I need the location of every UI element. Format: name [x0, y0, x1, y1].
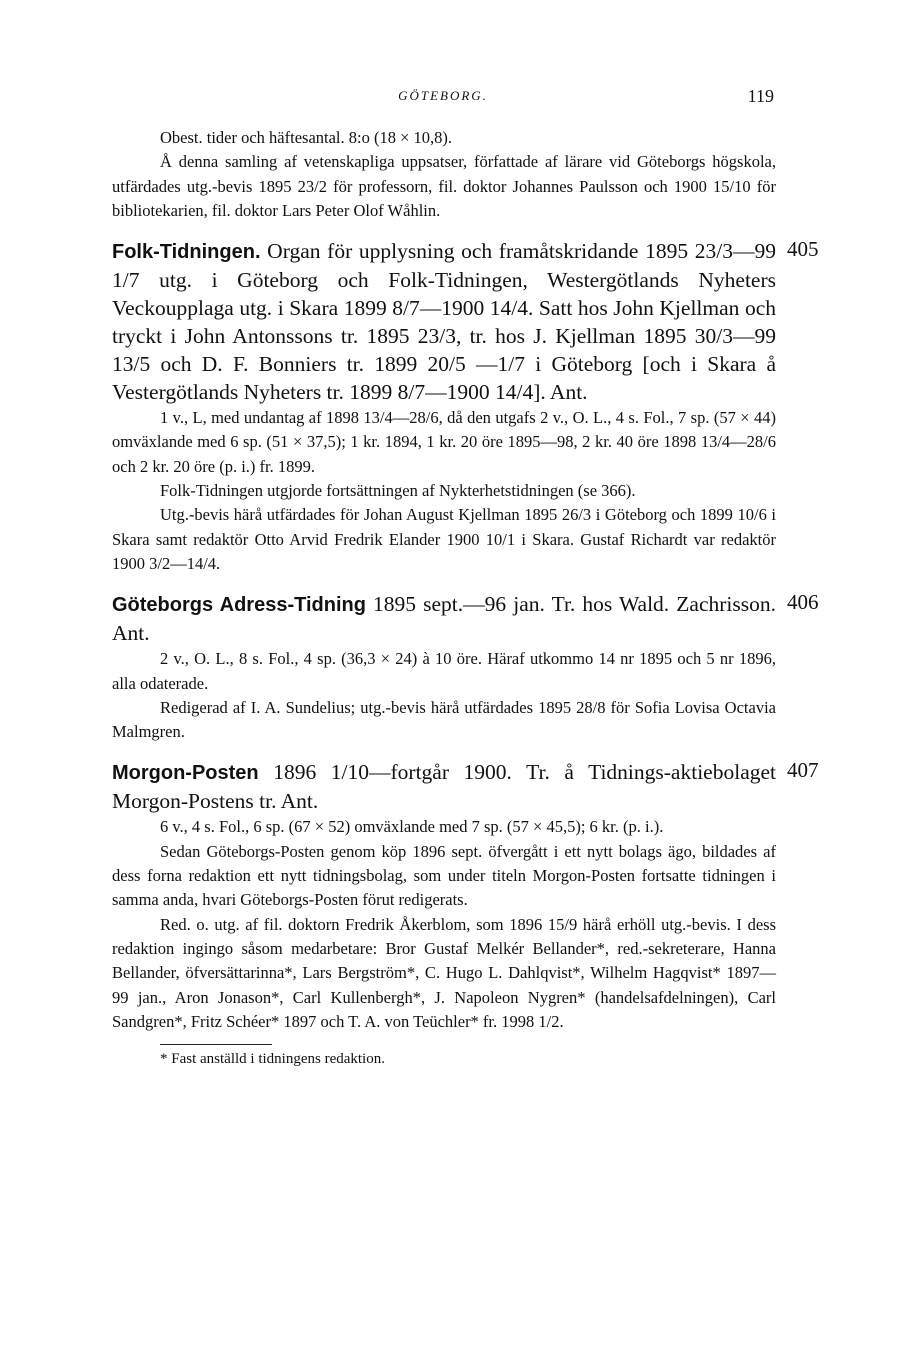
entry-lead: 1895 sept.—96 jan. Tr. hos Wald. Zachrisson. Ant. [112, 592, 776, 646]
newspaper-name: Morgon-Posten [112, 762, 259, 785]
entry-paragraph: Utg.-bevis härå utfärdades för Johan August Kjellman 1895 26/3 i Göteborg och 1899 10/6 i Skara samt redaktör Otto Arvid Fredrik Elander 1900 10/1 i Skara. Gustaf Richardt var redaktör 1900 3/2—14/4. [112, 505, 776, 573]
entry-title [112, 590, 776, 647]
newspaper-name: Göteborgs Adress-Tidning [112, 594, 366, 617]
entry-number: 407 [787, 758, 819, 783]
entry-paragraph: Folk-Tidningen utgjorde fortsättningen af Nykterhetstidningen (se 366). [160, 481, 636, 501]
entry-paragraph: 6 v., 4 s. Fol., 6 sp. (67 × 52) omväxlande med 7 sp. (57 × 45,5); 6 kr. (p. i.). [160, 817, 664, 837]
entry-406 [112, 590, 819, 744]
entry-title [112, 758, 776, 815]
entry-paragraph: Red. o. utg. af fil. doktorn Fredrik Åkerblom, som 1896 15/9 härå erhöll utg.-bevis. I dess redaktion ingingo såsom medarbetare: Bror Gustaf Melkér Bellander*, red.-sekreterare, Hanna Bellander, öfversättarinna*, Lars Bergström*, C. Hugo L. Dahlqvist*, Wilhelm Hagqvist* 1897—99 jan., Aron Jonason*, Carl Kullenbergh*, J. Napoleon Nygren* (handelsafdelningen), Carl Sandgren*, Fritz Schéer* 1897 och T. A. von Teüchler* fr. 1998 1/2. [112, 914, 776, 1031]
page-number: 119 [747, 86, 774, 106]
entry-number: 405 [787, 237, 819, 262]
entry-paragraph: Redigerad af I. A. Sundelius; utg.-bevis härå utfärdades 1895 28/8 för Sofia Lovisa Octavia Malmgren. [112, 697, 776, 742]
entry-paragraph: 1 v., L, med undantag af 1898 13/4—28/6, då den utgafs 2 v., O. L., 4 s. Fol., 7 sp. (57 × 44) omväxlande med 6 sp. (51 × 37,5); 1 kr. 1894, 1 kr. 20 öre 1895—98, 2 kr. 40 öre 1898 13/4—28/6 och 2 kr. 20 öre (p. i.) fr. 1899. [112, 408, 776, 476]
entry-title [112, 237, 776, 406]
body-text [112, 126, 819, 1068]
entry-405 [112, 237, 819, 576]
newspaper-name: Folk-Tidningen. [112, 241, 261, 264]
footnote: * Fast anställd i tidningens redaktion. [160, 1051, 385, 1068]
running-title: GÖTEBORG. [398, 88, 488, 103]
intro-format-line: Obest. tider och häftesantal. 8:o (18 × 10,8). [160, 128, 453, 147]
entry-lead: 1896 1/10—fortgår 1900. Tr. å Tidnings-aktiebolaget Morgon-Postens tr. Ant. [112, 760, 776, 814]
footnote-rule [160, 1044, 272, 1045]
entry-paragraph: Sedan Göteborgs-Posten genom köp 1896 sept. öfvergått i ett nytt bolags ägo, bildades af dess forna redaktion ett nytt tidningsbolag, som under titeln Morgon-Posten fortsatte tidningen i samma anda, hvari Göteborgs-Posten förut redigerats. [112, 841, 776, 910]
entry-lead: Organ för upplysning och framåtskridande 1895 23/3—99 1/7 utg. i Göteborg och Folk-Tidningen, Westergötlands Nyheters Veckoupplaga utg. i Skara 1899 8/7—1900 14/4. Satt hos John Kjellman och tryckt i John Antonssons tr. 1895 23/3, tr. hos J. Kjellman 1895 30/3—99 13/5 och D. F. Bonniers tr. 1899 20/5 —1/7 i Göteborg [och i Skara å Vestergötlands Nyheters tr. 1899 8/7—1900 14/4]. Ant. [112, 239, 776, 405]
entry-paragraph: 2 v., O. L., 8 s. Fol., 4 sp. (36,3 × 24) à 10 öre. Häraf utkommo 14 nr 1895 och 5 nr 1896, alla odaterade. [112, 649, 776, 693]
entry-407 [112, 758, 819, 1034]
entry-number: 406 [787, 590, 819, 615]
intro-paragraph: Å denna samling af vetenskapliga uppsatser, författade af lärare vid Göteborgs högskola, utfärdades utg.-bevis 1895 23/2 för professorn, fil. doktor Johannes Paulsson och 1900 15/10 för bibliotekarien, fil. doktor Lars Peter Olof Wåhlin. [112, 152, 776, 220]
page-header [112, 88, 774, 112]
